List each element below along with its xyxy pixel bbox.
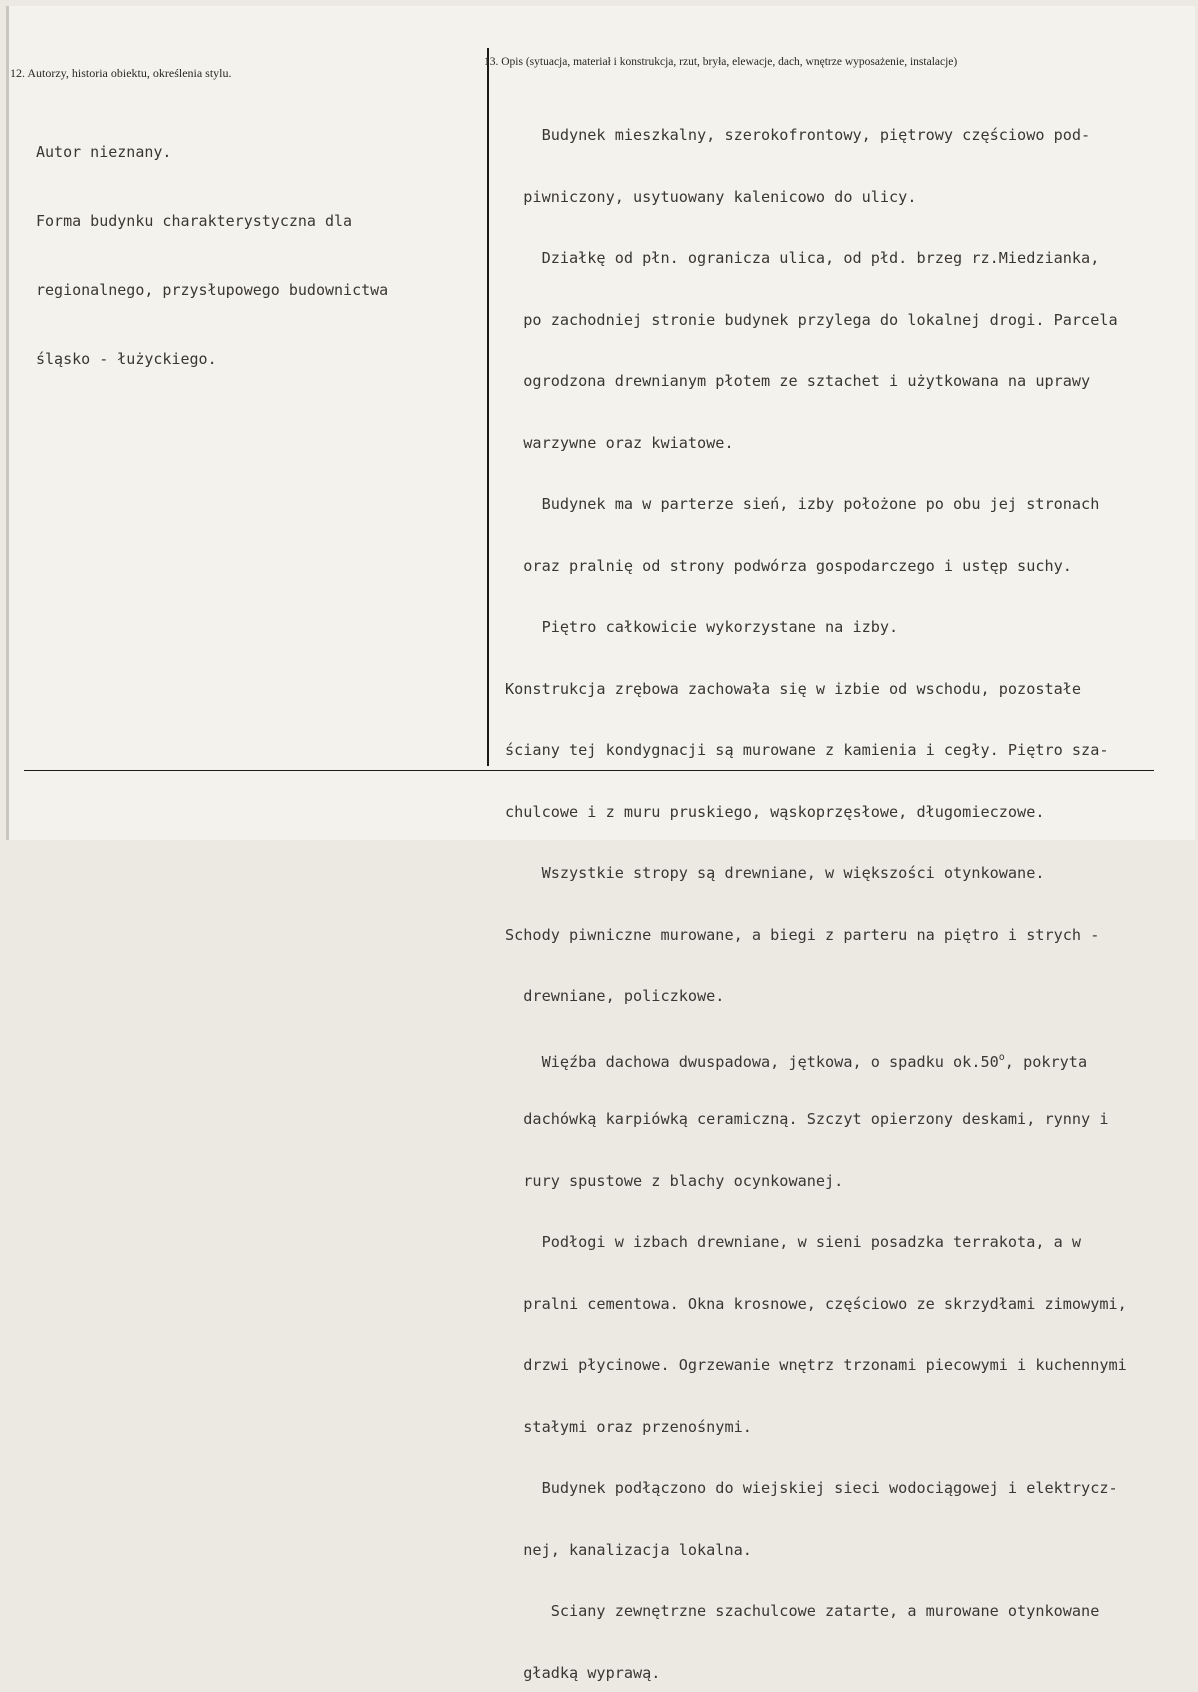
field-13-line: Podłogi w izbach drewniane, w sieni posadzka terrakota, a w <box>505 1233 1082 1251</box>
degree-symbol: o <box>998 1051 1005 1063</box>
field-13-line: chulcowe i z muru pruskiego, wąskoprzęsłowe, długomieczowe. <box>505 802 1045 821</box>
field-13-line: stałymi oraz przenośnymi. <box>505 1417 752 1436</box>
field-13-line: drzwi płycinowe. Ogrzewanie wnętrz trzonami piecowymi i kuchennymi <box>505 1356 1127 1374</box>
bottom-rule <box>24 770 1154 771</box>
field-13-line: nej, kanalizacja lokalna. <box>505 1540 752 1559</box>
field-13-line: Schody piwniczne murowane, a biegi z parteru na piętro i strych - <box>505 925 1100 944</box>
field-13-line: ściany tej kondygnacji są murowane z kamienia i cegły. Piętro sza- <box>505 741 1109 759</box>
field-13-line: Budynek ma w parterze sień, izby położone po obu jej stronach <box>505 495 1100 513</box>
field-13-line: ogrodzona drewnianym płotem ze sztachet i użytkowana na uprawy <box>505 372 1091 390</box>
field-13-line: Działkę od płn. ogranicza ulica, od płd. brzeg rz.Miedzianka, <box>505 249 1100 267</box>
roof-line-tail: , pokryta <box>1004 1052 1088 1071</box>
field-13-line: drewniane, policzkowe. <box>505 987 725 1005</box>
column-divider <box>487 48 489 766</box>
field-13-line: po zachodniej stronie budynek przylega do lokalnej drogi. Parcela <box>505 310 1118 329</box>
field-13-line: oraz pralnię od strony podwórza gospodarczego i ustęp suchy. <box>505 556 1072 575</box>
field-13-line: Wszystkie stropy są drewniane, w większości otynkowane. <box>505 864 1045 882</box>
field-12-line: Forma budynku charakterystyczna dla <box>36 212 353 230</box>
field-13-text <box>505 84 1127 1692</box>
field-13-line: Budynek mieszkalny, szerokofrontowy, piętrowy częściowo pod- <box>505 126 1091 144</box>
field-13-label: 13. Opis (sytuacja, materiał i konstrukcja, rzut, bryła, elewacje, dach, wnętrze wyposażenie, instalacje) <box>484 56 958 68</box>
field-12-line: regionalnego, przysłupowego budownictwa <box>36 281 389 299</box>
field-12-text <box>36 95 388 394</box>
field-13-line: Budynek podłączono do wiejskiej sieci wodociągowej i elektrycz- <box>505 1479 1118 1497</box>
field-12-label: 12. Autorzy, historia obiektu, określenia stylu. <box>10 66 232 80</box>
field-13-line: dachówką karpiówką ceramiczną. Szczyt opierzony deskami, rynny i <box>505 1110 1109 1128</box>
field-12-line: śląsko - łużyckiego. <box>36 350 217 368</box>
field-13-line: rury spustowe z blachy ocynkowanej. <box>505 1171 844 1190</box>
roof-line-text: Więźba dachowa dwuspadowa, jętkowa, o spadku ok.50 <box>505 1052 999 1071</box>
field-13-line: Piętro całkowicie wykorzystane na izby. <box>505 618 899 636</box>
field-13-line: pralni cementowa. Okna krosnowe, częściowo ze skrzydłami zimowymi, <box>505 1294 1127 1313</box>
field-13-line: gładką wyprawą. <box>505 1663 661 1682</box>
field-13-line: piwniczony, usytuowany kalenicowo do ulicy. <box>505 187 917 206</box>
field-13-line: Konstrukcja zrębowa zachowała się w izbie od wschodu, pozostałe <box>505 679 1082 698</box>
field-13-line: warzywne oraz kwiatowe. <box>505 433 734 452</box>
field-13-line-roof <box>505 1048 1127 1069</box>
field-13-line: Sciany zewnętrzne szachulcowe zatarte, a murowane otynkowane <box>505 1602 1100 1620</box>
field-12-line: Autor nieznany. <box>36 143 172 161</box>
